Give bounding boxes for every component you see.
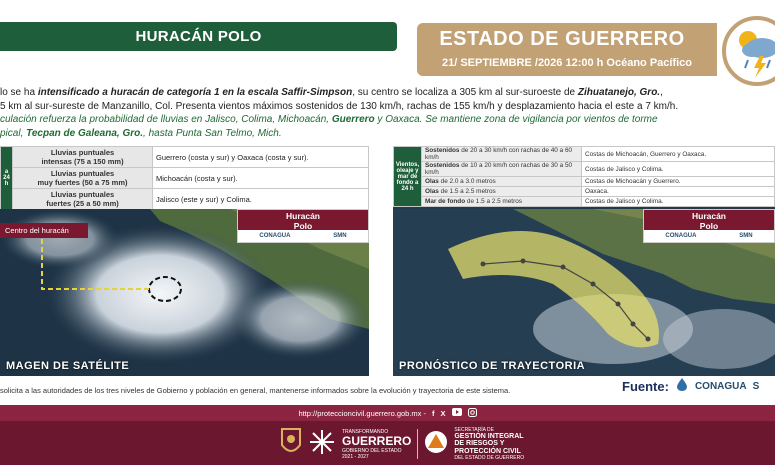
conagua-logo: CONAGUA <box>665 233 697 239</box>
conagua-logo: CONAGUA <box>259 233 291 239</box>
wind-regions: Costas de Jalisco y Colima. <box>582 197 775 207</box>
wind-category: Mar de fondo de 1.5 a 2.5 metros <box>422 197 582 207</box>
badge-title: Huracán Polo <box>238 210 368 230</box>
footer-logos <box>280 425 524 463</box>
table-row <box>394 147 775 162</box>
footnote: solicita a las autoridades de los tres niveles de Gobierno y población en general, mantenerse informados sobre la evolución y trayectoria de este sistema. <box>0 386 511 395</box>
trajectory-badge <box>643 209 775 243</box>
source-block <box>622 377 759 396</box>
bulletin-text <box>0 86 775 140</box>
cloud-rain-lightning-icon <box>722 16 775 86</box>
conagua-logo-icon <box>675 377 689 396</box>
facebook-icon[interactable]: f <box>432 408 435 418</box>
wind-regions: Costas de Jalisco y Colima. <box>582 162 775 177</box>
satellite-badge <box>237 209 369 243</box>
source-org: CONAGUA <box>694 381 747 392</box>
rain-category: Lluvias puntuales fuertes (25 a 50 mm) <box>13 189 153 210</box>
wind-category: Sostenidos de 20 a 30 km/h con rachas de 40 a 60 km/h <box>422 147 582 162</box>
bulletin-line-1: lo se ha intensificado a huracán de categoría 1 en la escala Saffir-Simpson, su centro se localiza a 305 km al sur-suroeste de Zihuatanejo, Gro., <box>0 87 663 98</box>
badge-logos <box>238 230 368 242</box>
wind-category: Sostenidos de 10 a 20 km/h con rachas de 30 a 50 km/h <box>422 162 582 177</box>
rain-category: Lluvias puntuales muy fuertes (50 a 75 mm) <box>13 168 153 189</box>
hurricane-center-label: Centro del huracán <box>0 223 88 238</box>
rain-regions: Michoacán (costa y sur). <box>153 168 369 189</box>
wind-regions: Costas de Michoacán y Guerrero. <box>582 177 775 187</box>
footer <box>0 405 775 465</box>
divider <box>417 429 418 459</box>
date-line: 21/ SEPTIEMBRE /2026 12:00 h Océano Pacífico <box>441 57 693 69</box>
table-row <box>394 187 775 197</box>
table-row <box>394 197 775 207</box>
table-row <box>394 162 775 177</box>
government-logo-text: TRANSFORMANDO GUERRERO GOBIERNO DEL ESTADO 2021 - 2027 <box>342 428 412 460</box>
trajectory-panel <box>393 146 775 376</box>
rain-side-label: a 24 h <box>1 147 13 210</box>
rain-regions: Guerrero (costa y sur) y Oaxaca (costa y sur). <box>153 147 369 168</box>
wind-category: Olas de 2.0 a 3.0 metros <box>422 177 582 187</box>
rain-category: Lluvias puntuales intensas (75 a 150 mm) <box>13 147 153 168</box>
secretariat-logo-text: SECRETARÍA DE GESTIÓN INTEGRAL DE RIESGOS Y PROTECCIÓN CIVIL DEL ESTADO DE GUERRERO <box>454 426 525 462</box>
wind-regions: Costas de Michoacán, Guerrero y Oaxaca. <box>582 147 775 162</box>
badge-title: Huracán Polo <box>644 210 774 230</box>
bulletin-line-2: 5 km al sur-sureste de Manzanillo, Col. Presenta vientos máximos sostenidos de 130 km/h, rachas de 155 km/h y desplazamiento hacia el este a 7 km/h. <box>0 100 679 112</box>
trajectory-caption: PRONÓSTICO DE TRAYECTORIA <box>399 360 586 372</box>
state-title: ESTADO DE GUERRERO <box>439 28 685 50</box>
storm-name-title <box>0 22 397 51</box>
bulletin-line-3: culación refuerza la probabilidad de lluvias en Jalisco, Colima, Michoacán, Guerrero y Oaxaca. Se mantiene zona de vigilancia por vientos de torme <box>0 114 658 125</box>
table-row <box>1 147 369 168</box>
source-label: Fuente: <box>622 379 669 394</box>
rain-forecast-table <box>0 146 369 210</box>
youtube-icon[interactable] <box>452 408 462 418</box>
state-title-box <box>417 23 717 76</box>
satellite-panel <box>0 146 369 376</box>
satellite-caption: MAGEN DE SATÉLITE <box>6 360 130 372</box>
guerrero-emblem-icon <box>308 428 336 461</box>
civil-protection-icon <box>424 430 448 459</box>
badge-logos <box>644 230 774 242</box>
rain-regions: Jalisco (este y sur) y Colima. <box>153 189 369 210</box>
state-seal-icon <box>280 427 302 462</box>
wind-forecast-table <box>393 146 775 207</box>
smn-logo: SMN <box>739 233 753 239</box>
table-row <box>1 168 369 189</box>
wind-regions: Oaxaca. <box>582 187 775 197</box>
smn-logo: SMN <box>333 233 347 239</box>
x-icon[interactable]: X <box>440 408 446 418</box>
wind-category: Olas de 1.5 a 2.5 metros <box>422 187 582 197</box>
table-row <box>394 177 775 187</box>
url-bar <box>0 405 775 421</box>
website-link[interactable]: http://proteccioncivil.guerrero.gob.mx - <box>298 408 427 418</box>
storm-name-text: HURACÁN POLO <box>135 28 262 45</box>
wind-side-label: Vientos, oleaje y mar de fondo a 24 h <box>394 147 422 207</box>
instagram-icon[interactable] <box>468 408 477 419</box>
source-org-2: S <box>752 381 760 392</box>
table-row <box>1 189 369 210</box>
bulletin-line-4: pical, Tecpan de Galeana, Gro., hasta Punta San Telmo, Mich. <box>0 127 282 139</box>
